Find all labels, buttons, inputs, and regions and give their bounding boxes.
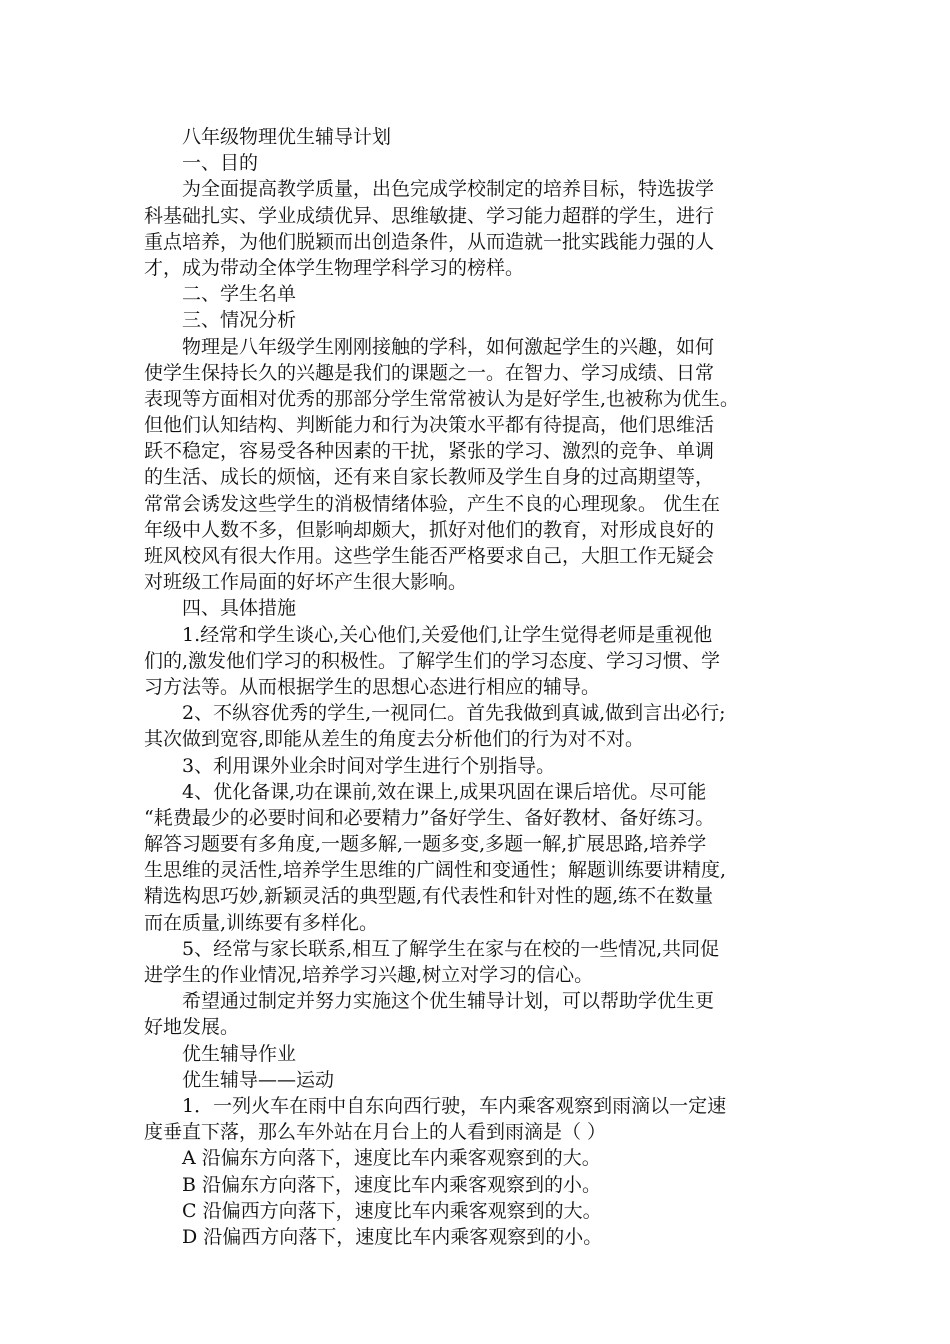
document-line: 度垂直下落，那么车外站在月台上的人看到雨滴是（ ） [144,1121,607,1144]
document-line: 三、情况分析 [182,309,297,332]
document-line: 但他们认知结构、判断能力和行为决策水平都有待提高，他们思维活 [144,414,715,437]
document-line: 常常会诱发这些学生的消极情绪体验，产生不良的心理现象。 优生在 [144,492,721,515]
document-line: 习方法等。从而根据学生的思想心态进行相应的辅导。 [144,675,601,698]
document-line: 班风校风有很大作用。这些学生能否严格要求自己，大胆工作无疑会 [144,545,715,567]
document-line: 们的,激发他们学习的积极性。了解学生们的学习态度、学习习惯、学 [144,649,721,672]
document-line: 物理是八年级学生刚刚接触的学科，如何激起学生的兴趣，如何 [182,335,715,358]
document-line: 跃不稳定，容易受各种因素的干扰，紧张的学习、激烈的竞争、单调 [144,440,715,463]
document-line: 优生辅导——运动 [182,1068,335,1091]
document-line: “耗费最少的必要时间和必要精力”备好学生、备好教材、备好练习。 [144,806,715,829]
document-line: 精选构思巧妙,新颖灵活的典型题,有代表性和针对性的题,练不在数量 [144,885,714,908]
document-line: 优生辅导作业 [182,1042,297,1065]
document-line: 5、经常与家长联系,相互了解学生在家与在校的一些情况,共同促 [182,937,720,960]
document-line: D 沿偏西方向落下，速度比车内乘客观察到的小。 [182,1225,603,1248]
document-body [144,124,814,1250]
document-line: 使学生保持长久的兴趣是我们的课题之一。在智力、学习成绩、日常 [144,361,715,384]
document-line: 其次做到宽容,即能从差生的角度去分析他们的行为对不对。 [144,728,645,751]
document-line: 解答习题要有多角度,一题多解,一题多变,多题一解,扩展思路,培养学 [144,833,707,856]
document-line: 4、优化备课,功在课前,效在课上,成果巩固在课后培优。尽可能 [182,780,707,803]
document-line: 才，成为带动全体学生物理学科学习的榜样。 [144,256,525,279]
document-line: 八年级物理优生辅导计划 [182,126,392,148]
document-line: 一、目的 [182,152,259,175]
document-line: 科基础扎实、学业成绩优异、思维敏捷、学习能力超群的学生，进行 [144,204,715,227]
document-line: B 沿偏东方向落下，速度比车内乘客观察到的小。 [182,1173,602,1196]
document-line: 生思维的灵活性,培养学生思维的广阔性和变通性；解题训练要讲精度, [144,859,727,882]
document-line: 四、具体措施 [182,597,297,620]
document-line: 的生活、成长的烦恼，还有来自家长教师及学生自身的过高期望等， [144,466,715,489]
document-line: 重点培养，为他们脱颖而出创造条件，从而造就一批实践能力强的人 [144,230,715,253]
document-line: 对班级工作局面的好坏产生很大影响。 [144,571,468,594]
document-line: 年级中人数不多，但影响却颇大，抓好对他们的教育，对形成良好的 [144,518,715,541]
document-line: 2、不纵容优秀的学生,一视同仁。首先我做到真诚,做到言出必行; [182,702,726,725]
document-line: 表现等方面相对优秀的那部分学生常常被认为是好学生,也被称为优生。 [144,387,740,410]
document-line: 好地发展。 [144,1016,240,1039]
document-line: 为全面提高教学质量，出色完成学校制定的培养目标，特选拔学 [182,178,715,201]
document-line: 希望通过制定并努力实施这个优生辅导计划，可以帮助学优生更 [182,990,715,1013]
document-line: 1．一列火车在雨中自东向西行驶，车内乘客观察到雨滴以一定速 [182,1094,727,1117]
document-line: 进学生的作业情况,培养学习兴趣,树立对学习的信心。 [144,964,594,986]
document-line: 3、利用课外业余时间对学生进行个别指导。 [182,754,556,777]
document-line: 二、学生名单 [182,283,297,306]
document-line: A 沿偏东方向落下，速度比车内乘客观察到的大。 [182,1147,601,1170]
document-line: 1.经常和学生谈心,关心他们,关爱他们,让学生觉得老师是重视他 [182,623,713,646]
document-line: C 沿偏西方向落下，速度比车内乘客观察到的大。 [182,1199,602,1222]
document-line: 而在质量,训练要有多样化。 [144,911,379,934]
